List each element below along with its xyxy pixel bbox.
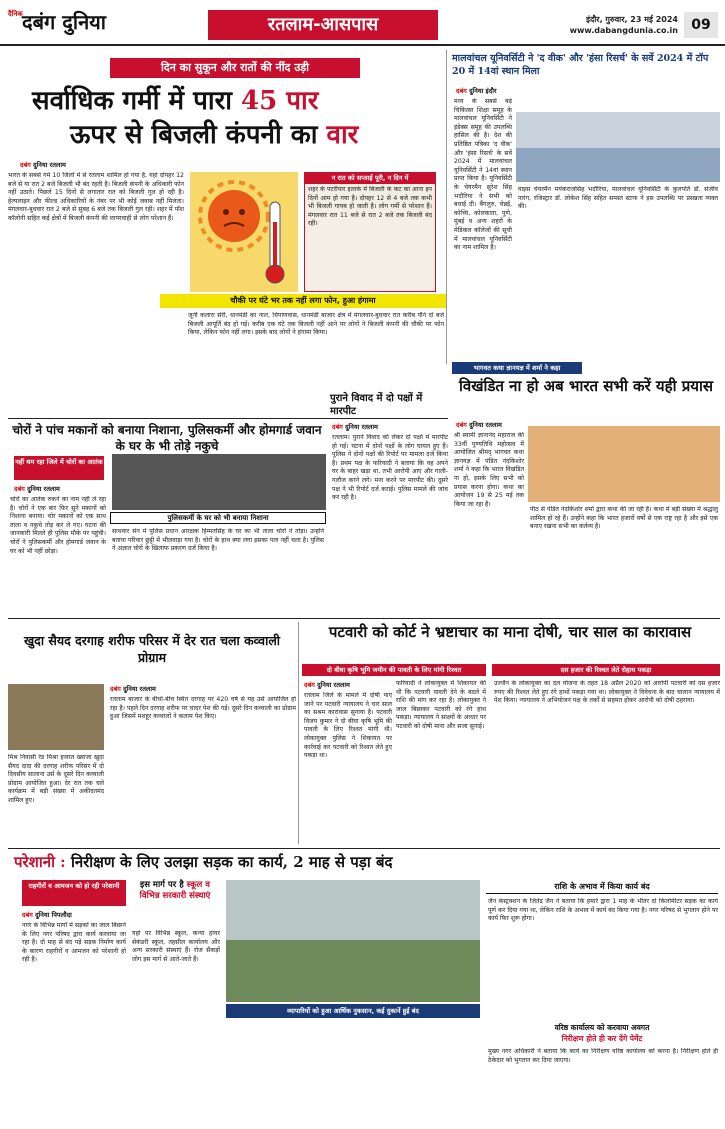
university-photo-sky xyxy=(516,112,720,148)
pareshani-headline-text: निरीक्षण के लिए उलझा सड़क का कार्य, 2 माह से पड़ा बंद xyxy=(70,853,393,871)
story1-headline-line2-red: वार xyxy=(326,120,359,150)
section-banner: रतलाम-आसपास xyxy=(208,10,438,40)
theft-body-3: साथवार सेन में पुलिस प्रधान आरक्षक हिम्मतसिंह के घर का भी ताला चोरों ने तोड़ा। उन्होंने बताया परिवार छुट्टी में भीलवाड़ा गया है। चोरों के हाथ क्या लगा इसका पता नहीं चला है। पुलिस ने अज्ञात चोरों के खिलाफ प्रकरण दर्ज किया है। xyxy=(112,528,324,553)
pareshani-byline xyxy=(22,910,126,919)
column-divider xyxy=(446,50,447,364)
pareshani-side-body: जैन कंस्ट्रक्शन के जितेंद्र जैन ने बताया कि हमारे द्वारा 1 माह के भीतर दो किलोमीटर सड़क का कार्य पूर्ण कर दिया गया था, लेकिन राशि के अभाव में कार्य बंद किया गया है। नगर परिषद से भुगतान होने पर कार्य फिर शुरू होगा। xyxy=(488,898,718,923)
byline-place: दुनिया रतलाम xyxy=(345,423,378,431)
newspaper-logo xyxy=(8,8,138,36)
story1-headline-line1 xyxy=(32,84,442,118)
story1-headline-line2-text: ऊपर से बिजली कंपनी का xyxy=(70,120,327,150)
website-url: www.dabangdunia.co.in xyxy=(569,26,678,35)
theft-photo xyxy=(112,454,326,510)
pareshani-side-title-2-a: वरिष्ठ कार्यालय को करवाया अवगत xyxy=(554,1023,650,1032)
story1-headline-line1-text: सर्वाधिक गर्मी में पारा xyxy=(32,86,242,116)
pareshani-side-body-2: मुख्य नगर अधिकारी ने बताया कि कार्य का निरीक्षण वरिष्ठ कार्यालय को करना है। निरीक्षण होते ही ठेकेदार को भुगतान कर दिया जाएगा। xyxy=(488,1048,718,1064)
logo-small-text: दैनिक xyxy=(8,10,23,18)
section-divider xyxy=(8,418,448,419)
pareshani-kicker-2-a: इस मार्ग पर है xyxy=(140,880,187,890)
column-divider xyxy=(298,622,299,844)
story1-headline-line1-red: 45 पार xyxy=(241,86,319,116)
qawwali-headline: खुदा सैयद दरगाह शरीफ परिसर में देर रात चला कव्वाली प्रोग्राम xyxy=(23,633,281,665)
byline-brand: दबंग xyxy=(456,421,467,429)
byline-place: दुनिया इंदौर xyxy=(469,87,497,95)
pareshani-headline-label: परेशानी : xyxy=(14,853,71,871)
byline-brand: दबंग xyxy=(304,681,315,689)
theft-byline xyxy=(14,484,106,493)
qawwali-byline xyxy=(110,684,210,693)
patwari-kicker: दो बीघा कृषि भूमि जमीन की पावती के लिए मांगी रिश्वत xyxy=(302,664,486,676)
byline-brand: दबंग xyxy=(110,685,121,693)
pareshani-side-title: राशि के अभाव में किया कार्य बंद xyxy=(486,880,718,894)
dispute-headline: पुराने विवाद में दो पक्षों में मारपीट xyxy=(330,393,423,417)
university-body: मध्य के सबसे बड़े चिकित्सा शिक्षा समूह के मालवांचल यूनिवर्सिटी ने इंडेक्स समूह की उपलब्धि हासिल की है। देश की प्रतिष्ठित पत्रिका 'द वीक' और 'हंसा रिसर्च' के सर्वे 2024 में मालवांचल यूनिवर्सिटी ने 14वां स्थान प्राप्त किया है। यूनिवर्सिटी के चेयरमैन सुरेश सिंह भदौरिया ने सभी को बधाई दी। बैंगलुरु, चेन्नई, कोच्चि, कोलकाता, पुणे, मुंबई व अन्य शहरों के मेडिकल कॉलेजों की सूची में मालवांचल यूनिवर्सिटी का नाम शामिल है। xyxy=(454,98,512,252)
section-divider xyxy=(8,848,720,849)
page-number: 09 xyxy=(684,12,718,38)
pareshani-kicker-2 xyxy=(130,880,220,902)
dispute-body: रतलाम। पुराने विवाद को लेकर दो पक्षों में मारपीट हो गई। घटना में दोनों पक्षों के लोग घायल हुए हैं। पुलिस ने दोनों पक्षों की रिपोर्ट पर मामला दर्ज किया है। प्रथम पक्ष के फरियादी ने बताया कि वह अपने घर के बाहर खड़ा था, तभी आरोपी आए और गाली-गलौज करने लगे। मना करने पर मारपीट की। दूसरे पक्ष ने भी रिपोर्ट दर्ज कराई। पुलिस मामले की जांच कर रही है। xyxy=(332,434,448,502)
university-body-2: वाइस चेयरमैन मयंकराजसिंह भदौरिया, मालवांचल यूनिवर्सिटी के कुलपति डॉ. संजीव नारंग, रजिस्ट्रार डॉ. लोकेश सिंह सहित समस्त स्टाफ ने इस उपलब्धि पर प्रसन्नता व्यक्त की। xyxy=(518,186,718,211)
dispute-byline xyxy=(332,422,448,431)
story1-byline xyxy=(20,160,180,169)
sun-thermometer-icon xyxy=(190,172,298,292)
pareshani-body: नगर के विभिन्न मार्गों में सड़कों का जाल बिछाने के लिए नगर परिषद द्वारा कार्य करवाया जा रहा है। दो माह से बंद पड़े सड़क निर्माण कार्य के कारण राहगीरों व आमजन को परेशानी हो रही है। xyxy=(22,922,126,964)
pareshani-kicker-2-b: स्कूल व विभिन्न सरकारी संस्थाएं xyxy=(139,880,211,901)
bhagwat-headline: विखंडित ना हो अब भारत सभी करें यही प्रयास xyxy=(459,377,713,395)
byline-brand: दबंग xyxy=(22,911,33,919)
byline-brand: दबंग xyxy=(14,485,25,493)
story1-body: भारत के सबसे गर्म 10 जिलों में से रतलाम शामिल हो गया है, यहां दोपहर 12 बजे से या रात 2 बजे बिजली भी बंद रहती है। बिजली कंपनी के अधिकारी फोन नहीं उठाते। पिछले 15 दिनों से लगातार रात को बिजली गुल हो रही है। हेल्पलाइन और फील्ड अधिकारियों के नंबर पर भी कोई जवाब नहीं मिलता। मंगलवार-बुधवार रात 2 बजे से सुबह 6 बजे तक बिजली गुल रही। शहर में पॉश कॉलोनी सहित कई क्षेत्रों में बिजली कंपनी की लापरवाही से लोग परेशान हैं। xyxy=(8,172,184,222)
story1-band-body: जूनी कलारा सेरी, धानमंडी का नाल, चिपाणवास, धानमंडी बाजार क्षेत्र में मंगलवार-बुधवार रात करीब पौने दो बजे बिजली आपूर्ति बंद हो गई। करीब एक घंटे तक बिजली नहीं आने पर लोगों ने बिजली कंपनी की चौकी पर फोन किया, लेकिन फोन नहीं लगा। इसके बाद लोगों ने हंगामा किया। xyxy=(188,312,444,337)
patwari-bribe-kicker: दस हजार की रिश्वत लेते रोहाथ पकड़ा xyxy=(492,664,720,676)
university-headline: मालवांचल यूनिवर्सिटी ने 'द वीक' और 'हंसा रिसर्च' के सर्वे 2024 में टॉप 20 में 14वां स्थान मिला xyxy=(452,53,709,77)
byline-place: दुनिया रतलाम xyxy=(469,421,502,429)
byline-brand: दबंग xyxy=(332,423,343,431)
story1-headline-line2 xyxy=(70,118,450,152)
pareshani-kicker: राहगीरों व आमजन को हो रही परेशानी xyxy=(22,880,126,906)
section-divider xyxy=(8,618,720,619)
logo-text: दबंग दुनिया xyxy=(22,10,106,34)
patwari-byline xyxy=(304,680,404,689)
byline-brand: दबंग xyxy=(456,87,467,95)
university-byline xyxy=(456,86,576,95)
heat-illustration xyxy=(190,172,298,292)
pareshani-headline xyxy=(14,852,714,872)
qawwali-photo xyxy=(8,684,104,750)
byline-place: दुनिया रतलाम xyxy=(317,681,350,689)
road-photo-caption: व्यापारियों को हुआ आर्थिक नुकसान, कई दुकानें हुई बंद xyxy=(226,1004,480,1018)
story1-inset-body: शहर के पटरीपार इलाके में बिजली के कट का आना इन दिनों आम हो गया है। दोपहर 12 से 4 बजे तक कभी भी बिजली गायब हो जाती है। लोग गर्मी से परेशान हैं। मंगलवार रात 11 बजे से रात 2 बजे तक बिजली बंद रही। xyxy=(308,186,432,228)
bhagwat-kicker: भागवत कथा ज्ञानयज्ञ में शर्मा ने कहा xyxy=(452,362,582,374)
story1-inset-title: न रात को सप्लाई पूरी, न दिन में xyxy=(304,172,436,184)
byline-place: दुनिया रतलाम xyxy=(33,161,66,169)
byline-place: दुनिया रतलाम xyxy=(27,485,60,493)
theft-headline: चोरों ने पांच मकानों को बनाया निशाना, पुलिसकर्मी और होमगार्ड जवान के घर के भी तोड़े नकुचे xyxy=(12,423,322,453)
pareshani-side-title-2 xyxy=(486,1022,718,1044)
patwari-body: रतलाम जिले के मामले में दोषी पाए जाने पर पटवारी न्यायालय ने चार साल का सश्रम कारावास सुनाया है। पटवारी विजय कुमार ने दो बीघा कृषि भूमि की पावती के लिए रिश्वत मांगी थी। लोकायुक्त पुलिस ने शिकायत पर कार्रवाई कर पटवारी को रिश्वत लेते हुए पकड़ा था। xyxy=(304,692,392,760)
theft-kicker: नहीं थम रहा जिले में चोरों का आतंक xyxy=(14,456,104,480)
dateline: इंदौर, गुरुवार, 23 मई 2024 xyxy=(586,15,678,24)
patwari-bribe-body: उज्जैन के लोकायुक्त का दल योजना के तहत 18 अप्रैल 2020 को आरोपी पटवारी को दस हजार रुपए की रिश्वत लेते हुए रंगे हाथों पकड़ा गया था। लोकायुक्त ने विवेचना के बाद चालान न्यायालय में पेश किया। न्यायालय ने अभियोजन पक्ष के तर्कों से सहमत होकर आरोपी को दोषी ठहराया। xyxy=(494,680,720,705)
byline-place: दुनिया पिपलौदा xyxy=(35,911,72,919)
patwari-body-2: फरियादी ने लोकायुक्त में शिकायत की थी कि पटवारी पावती देने के बदले में राशि की मांग कर रहा है। लोकायुक्त ने जाल बिछाकर पटवारी को रंगे हाथ पकड़ा। न्यायालय ने साक्ष्यों के आधार पर पटवारी को दोषी माना और सजा सुनाई। xyxy=(396,680,486,730)
pareshani-side-title-2-b: निरीक्षण होते ही कर देंगे पेमेंट xyxy=(561,1034,643,1043)
bhagwat-body: श्री स्वामी ज्ञानानंद महाराज की 33वीं पुण्यतिथि महोत्सव में आयोजित श्रीमद् भागवत कथा ज्ञानयज्ञ में पंडित नंदकिशोर शर्मा ने कहा कि भारत विखंडित ना हो, इसके लिए सभी को प्रयास करना होगा। कथा का आयोजन 19 से 25 मई तक किया जा रहा है। xyxy=(454,432,524,508)
story1-kicker: दिन का सुकून और रातों की नींद उड़ी xyxy=(110,58,360,78)
byline-brand: दबंग xyxy=(20,161,31,169)
theft-police-box-title: पुलिसकर्मी के घर को भी बनाया निशाना xyxy=(110,512,326,524)
pareshani-body-2: यहां पर विभिन्न स्कूल, कन्या हायर सेकंडरी स्कूल, तहसील कार्यालय और अन्य सरकारी संस्थाएं हैं। रोज सैकड़ों लोग इस मार्ग से आते-जाते हैं। xyxy=(132,930,220,963)
story1-band-title: चौकी पर घंटे भर तक नहीं लगा फोन, हुआ हंगामा xyxy=(160,294,446,308)
road-photo-sky xyxy=(226,880,480,940)
bhagwat-photo xyxy=(528,426,720,502)
patwari-headline: पटवारी को कोर्ट ने भ्रष्टाचार का माना दोषी, चार साल का कारावास xyxy=(328,623,692,641)
theft-body: चोरों का आतंक रुकने का नाम नहीं ले रहा है। चोरों ने एक बार फिर सूने मकानों को निशाना बनाया। चोर मकानों को एक साथ ताला व नकुचे तोड़ कर ले गए। घटना की जानकारी मिलते ही पुलिस मौके पर पहुंची। चोरों ने पुलिसकर्मी और होमगार्ड जवान के घर को भी नहीं छोड़ा। xyxy=(10,496,106,555)
bhagwat-body-2: पीठ से पंडित नंदकिशोर शर्मा द्वारा कथा की जा रही है। कथा में बड़ी संख्या में श्रद्धालु शामिल हो रहे हैं। उन्होंने कहा कि भारत हजारों वर्षों से एक राष्ट्र रहा है और इसे एक बनाए रखना सभी का कर्तव्य है। xyxy=(530,506,718,531)
qawwali-body-2: रतलाम बाजार के बीचों-बीच स्थित दरगाह पर 420 वर्ष से यह उर्स आयोजित हो रहा है। पहले दिन दरगाह शरीफ पर चादर पेश की गई। दूसरे दिन कव्वाली का प्रोग्राम हुआ जिसमें मशहूर कव्वालों ने कलाम पेश किए। xyxy=(110,696,296,721)
byline-place: दुनिया रतलाम xyxy=(123,685,156,693)
qawwali-body: मिश्र निवासी रेड मिश्रा हजरत ख्वाजा खुदा सैयद दादा की दरगाह शरीफ परिसर में दो दिवसीय सालाना उर्स के दूसरे दिन कव्वाली प्रोग्राम आयोजित हुआ। देर रात तक चले कार्यक्रम में बड़ी संख्या में अकीदतमंद शामिल हुए। xyxy=(8,754,104,804)
